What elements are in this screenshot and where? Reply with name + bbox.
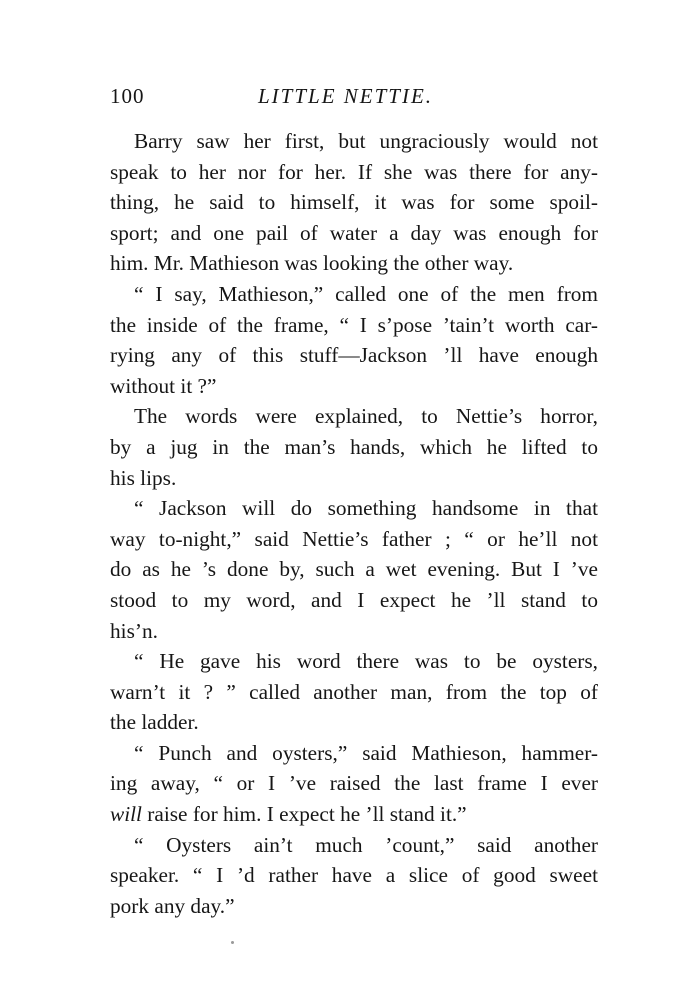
text-line: “ Punch and oysters,” said Mathieson, hammer- [134, 740, 598, 765]
text-line: speak to her nor for her. If she was there for any- [110, 159, 598, 184]
text-line: Barry saw her first, but ungraciously would not [134, 129, 598, 153]
text-line: him. Mr. Mathieson was looking the other way. [110, 251, 514, 276]
text-line: “ He gave his word there was to be oysters, [134, 649, 598, 674]
text-line-with-emphasis [110, 799, 598, 830]
running-title: LITTLE NETTIE. [258, 84, 434, 108]
text-line: rying any of this stuff—Jackson ’ll have enough [110, 343, 598, 368]
text-line: way to-night,” said Nettie’s father ; “ or he’ll not [110, 526, 598, 551]
text-line: sport; and one pail of water a day was enough for [110, 220, 598, 245]
text-line-rest: raise for him. I expect he ’ll stand it.” [147, 802, 467, 827]
running-head [110, 84, 600, 112]
paper-speck [231, 941, 234, 944]
text-line: “ Jackson will do something handsome in that [134, 496, 598, 521]
text-line: The words were explained, to Nettie’s horror, [134, 404, 598, 429]
text-line: speaker. “ I ’d rather have a slice of good sweet [110, 863, 598, 888]
text-line: by a jug in the man’s hands, which he lifted to [110, 434, 598, 459]
text-line: his’n. [110, 618, 158, 643]
text-line: ing away, “ or I ’ve raised the last frame I ever [110, 771, 598, 796]
text-line: stood to my word, and I expect he ’ll stand to [110, 587, 598, 612]
text-line: thing, he said to himself, it was for some spoil- [110, 190, 598, 215]
emphasized-word: will [110, 802, 142, 827]
text-line: his lips. [110, 465, 177, 490]
page-number: 100 [110, 84, 145, 108]
text-line: without it ?” [110, 373, 217, 398]
text-line: “ Oysters ain’t much ’count,” said another [134, 832, 598, 857]
text-line: warn’t it ? ” called another man, from the top of [110, 679, 598, 704]
text-line: the inside of the frame, “ I s’pose ’tain’t worth car- [110, 312, 598, 337]
text-line: pork any day.” [110, 893, 235, 918]
text-line: do as he ’s done by, such a wet evening. But I ’ve [110, 557, 598, 582]
text-line: “ I say, Mathieson,” called one of the men from [134, 281, 598, 306]
text-line: the ladder. [110, 710, 199, 735]
body-text [110, 126, 598, 921]
